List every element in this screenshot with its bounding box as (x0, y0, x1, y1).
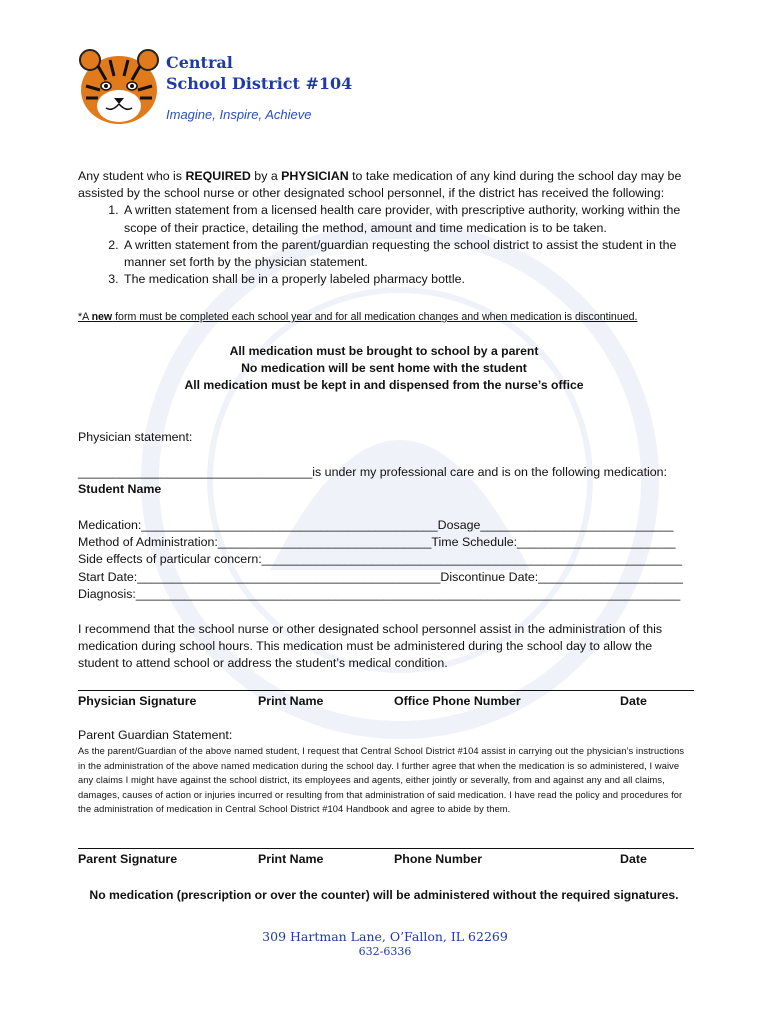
district-tagline: Imagine, Inspire, Achieve (166, 107, 312, 122)
parent-heading: Parent Guardian Statement: (78, 728, 233, 742)
student-care-line[interactable]: __________________________________is under my professional care and is on the following medication: (78, 465, 667, 479)
phone-number-label: Phone Number (394, 852, 483, 866)
side-effects-field[interactable]: Side effects of particular concern:_____________________________________________________________ (78, 552, 683, 567)
physician-recommendation: I recommend that the school nurse or other designated school personnel assist in the administration of this medication during school hours. This medication must be administered during the school day to allow the student to attend school or address the student’s medical condition. (78, 622, 663, 671)
list-item: 3. The medication shall be in a properly labeled pharmacy bottle. (122, 271, 690, 288)
parent-signature-label: Parent Signature (78, 852, 178, 866)
rule-line: No medication will be sent home with the student (241, 361, 527, 376)
student-name-label: Student Name (78, 482, 162, 496)
date-label: Date (620, 694, 647, 708)
print-name-label: Print Name (258, 852, 324, 866)
parent-statement: As the parent/Guardian of the above named student, I request that Central School District #104 assist in carrying out the physician’s instructions in the administration of the above named medication during the school day. I further agree that when the medication is so administered, I waive any claims I might have against the school district, its employees and agents, either jointly or severally, from and against any and all claims, damages, causes of action or injuries incurred or resulting from that administration of said medication. I have read the policy and procedures for the administration of medication in Central School District #104 Handbook and agree to abide by them. (78, 746, 685, 815)
physician-signature-line[interactable] (78, 690, 694, 691)
method-time-field[interactable]: Method of Administration:_______________________________Time Schedule:_______________________ (78, 535, 676, 550)
rule-line: All medication must be brought to school by a parent (229, 344, 539, 358)
signature-warning: No medication (prescription or over the counter) will be administered without the required signatures. (89, 888, 679, 902)
footer-phone: 632-6336 (358, 945, 412, 958)
medication-fields (78, 517, 690, 603)
print-name-label: Print Name (258, 694, 324, 708)
medication-dosage-field[interactable]: Medication:___________________________________________Dosage____________________________ (78, 518, 674, 532)
footer-address: 309 Hartman Lane, O’Fallon, IL 62269 (262, 929, 508, 944)
diagnosis-field[interactable]: Diagnosis:_______________________________________________________________________________ (78, 586, 681, 601)
parent-signature-line[interactable] (78, 848, 694, 849)
rule-line: All medication must be kept in and dispensed from the nurse’s office (184, 378, 584, 393)
medication-rules (78, 343, 690, 395)
list-item: 2. A written statement from the parent/guardian requesting the school district to assist the student in the manner set forth by the physician statement. (122, 237, 690, 271)
district-name: Central School District #104 (166, 53, 353, 93)
tiger-mascot-icon (76, 46, 162, 128)
date-label: Date (620, 852, 647, 866)
start-discontinue-field[interactable]: Start Date:____________________________________________Discontinue Date:_____________________ (78, 569, 683, 584)
office-phone-label: Office Phone Number (394, 694, 521, 708)
physician-heading: Physician statement: (78, 430, 193, 444)
list-item: 1. A written statement from a licensed health care provider, with prescriptive authority, working within the scope of their practice, detailing the method, amount and time medication is to be taken. (122, 202, 690, 236)
intro-paragraph: Any student who is REQUIRED by a PHYSICIAN to take medication of any kind during the school day may be assisted by the school nurse or other designated school personnel, if the district has received the following: 1. A written statement from a licensed health care provider, with prescriptive authority, working within the scope of their practice, detailing the method, amount and time medication is to be taken. 2. A written statement from the parent/guardian requesting the school district to assist the student in the manner set forth by the physician statement. 3. The medication shall be in a properly labeled pharmacy bottle. (78, 168, 690, 288)
requirements-list (78, 202, 690, 288)
physician-signature-label: Physician Signature (78, 694, 197, 708)
new-form-note: *A new form must be completed each school year and for all medication changes and when medication is discontinued. (78, 311, 638, 323)
